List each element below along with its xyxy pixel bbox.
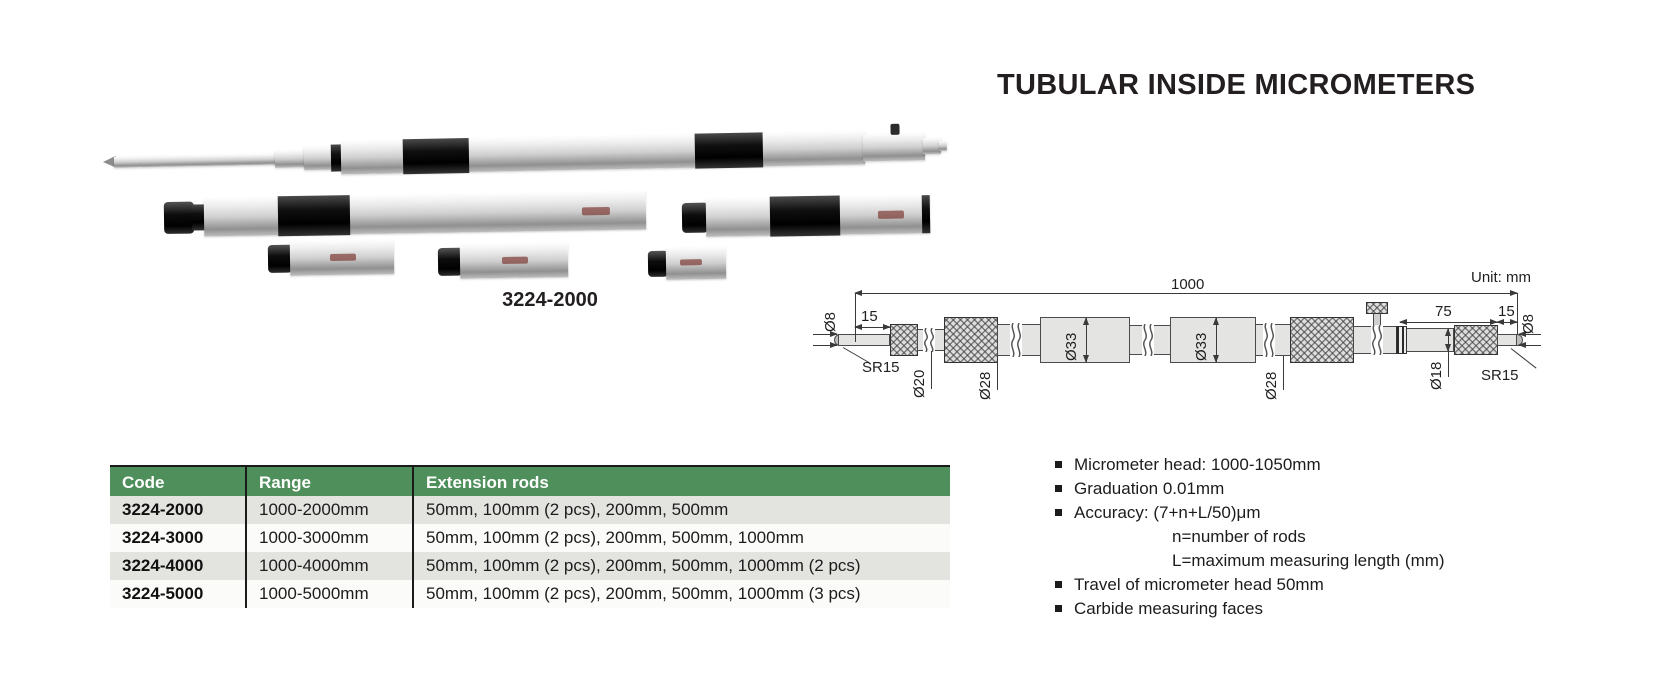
break-symbol xyxy=(1371,325,1383,355)
spec-text: Micrometer head: 1000-1050mm xyxy=(1074,455,1321,474)
extension-rod-large-1 xyxy=(164,189,647,239)
knurled-grip-right xyxy=(1290,317,1354,363)
label-dia8-right: Ø8 xyxy=(1520,313,1537,334)
spec-text: Carbide measuring faces xyxy=(1074,599,1263,618)
label-dia28-left: Ø28 xyxy=(977,371,994,400)
label-dia20: Ø20 xyxy=(911,369,928,398)
label-dia8-left: Ø8 xyxy=(822,311,839,332)
table-cell-extension-rods: 50mm, 100mm (2 pcs), 200mm, 500mm, 1000mm xyxy=(412,524,950,552)
ext-line xyxy=(1283,356,1284,390)
label-dia18: Ø18 xyxy=(1428,361,1445,390)
rod-segment xyxy=(114,154,278,168)
technical-diagram xyxy=(805,250,1553,420)
rod-black-band xyxy=(278,195,351,236)
arrow-line xyxy=(813,334,837,335)
table-header-code: Code xyxy=(110,465,245,496)
spec-text: n=number of rods xyxy=(1172,527,1306,546)
ext-line xyxy=(997,356,998,390)
spec-text: Graduation 0.01mm xyxy=(1074,479,1225,498)
page-title: TUBULAR INSIDE MICROMETERS xyxy=(997,69,1476,102)
dim-1000: 1000 xyxy=(1171,276,1205,293)
rod-black-band xyxy=(403,138,470,174)
micrometer-main-rod xyxy=(102,116,948,192)
rod-black-band xyxy=(695,132,764,168)
rod-black-band xyxy=(770,196,841,237)
rod-end-cap xyxy=(164,202,194,234)
spindle-tip xyxy=(939,141,947,151)
rod-end-cap xyxy=(682,203,708,233)
dim-line-dia33-left xyxy=(1086,318,1087,362)
table-header-range: Range xyxy=(245,465,412,496)
spec-item-continuation xyxy=(1172,525,1445,549)
dim-line-15-left xyxy=(855,327,890,328)
break-symbol xyxy=(1142,324,1154,356)
extension-rod-large-2 xyxy=(682,193,931,239)
table-cell-range: 1000-4000mm xyxy=(245,552,412,580)
label-sr15-left: SR15 xyxy=(862,359,900,376)
rod-dark-edge xyxy=(922,195,931,233)
spec-text: Accuracy: (7+n+L/50)μm xyxy=(1074,503,1261,522)
extension-rod-small-2 xyxy=(438,242,569,280)
ext-line xyxy=(1517,293,1518,334)
label-dia33-left: Ø33 xyxy=(1063,332,1080,361)
square-bullet-icon xyxy=(1055,461,1062,468)
spec-item xyxy=(1055,477,1445,501)
table-cell-extension-rods: 50mm, 100mm (2 pcs), 200mm, 500mm, 1000mm (3 pcs) xyxy=(412,580,950,608)
leader-line xyxy=(1511,348,1537,368)
label-dia33-right: Ø33 xyxy=(1193,332,1210,361)
insize-logo xyxy=(330,254,356,261)
spec-text: L=maximum measuring length (mm) xyxy=(1172,551,1445,570)
break-symbol xyxy=(923,328,935,352)
table-cell-range: 1000-2000mm xyxy=(245,496,412,524)
extension-rod-small-1 xyxy=(268,239,395,277)
ext-line xyxy=(855,293,856,342)
dim-75: 75 xyxy=(1435,303,1452,320)
table-cell-extension-rods: 50mm, 100mm (2 pcs), 200mm, 500mm xyxy=(412,496,950,524)
extension-rod-small-3 xyxy=(648,246,727,281)
table-cell-range: 1000-3000mm xyxy=(245,524,412,552)
table-cell-extension-rods: 50mm, 100mm (2 pcs), 200mm, 500mm, 1000mm (2 pcs) xyxy=(412,552,950,580)
table-header-extension-rods: Extension rods xyxy=(412,465,950,496)
knurled-adjuster-small xyxy=(890,324,918,356)
clamp-knob xyxy=(1366,302,1388,314)
insize-logo xyxy=(680,259,702,265)
spec-item xyxy=(1055,453,1445,477)
arrow-line xyxy=(1519,334,1541,335)
ext-line xyxy=(931,351,932,389)
label-sr15-right: SR15 xyxy=(1481,367,1519,384)
dim-line-dia33-right xyxy=(1216,318,1217,362)
unit-label: Unit: mm xyxy=(1471,269,1531,286)
rod-body xyxy=(204,191,647,236)
clamp-knob xyxy=(890,124,899,135)
break-symbol xyxy=(1010,323,1022,357)
dim-line-15-right xyxy=(1497,322,1517,323)
micrometer-head xyxy=(863,133,926,161)
spec-list xyxy=(1055,453,1445,621)
rod-segment xyxy=(304,147,334,171)
dim-line-75 xyxy=(1400,322,1497,323)
square-bullet-icon xyxy=(1055,509,1062,516)
square-bullet-icon xyxy=(1055,581,1062,588)
arrow-line xyxy=(1519,345,1541,346)
insize-logo xyxy=(502,257,528,264)
table-cell-code: 3224-5000 xyxy=(110,580,245,608)
square-bullet-icon xyxy=(1055,485,1062,492)
break-symbol xyxy=(1263,323,1275,357)
rod-segment xyxy=(275,150,307,168)
graduated-sleeve xyxy=(1396,326,1407,354)
spec-item-continuation xyxy=(1172,549,1445,573)
rod-end-cap xyxy=(438,248,462,276)
arrow-line xyxy=(813,345,837,346)
insize-logo xyxy=(878,211,904,219)
table-cell-code: 3224-2000 xyxy=(110,496,245,524)
spec-table xyxy=(110,465,950,608)
table-cell-code: 3224-4000 xyxy=(110,552,245,580)
spec-text: Travel of micrometer head 50mm xyxy=(1074,575,1324,594)
rod-end-cap xyxy=(268,245,292,273)
dim-15-left: 15 xyxy=(861,308,878,325)
dim-15-right: 15 xyxy=(1498,303,1515,320)
dim-line-dia18 xyxy=(1448,329,1449,351)
left-tip-rod xyxy=(838,334,890,346)
spec-item xyxy=(1055,573,1445,597)
table-cell-range: 1000-5000mm xyxy=(245,580,412,608)
thimble xyxy=(1454,325,1498,355)
square-bullet-icon xyxy=(1055,605,1062,612)
ext-line xyxy=(1448,351,1449,377)
table-cell-code: 3224-3000 xyxy=(110,524,245,552)
insize-logo xyxy=(582,207,610,215)
label-dia28-right: Ø28 xyxy=(1263,371,1280,400)
spec-item xyxy=(1055,501,1445,525)
dim-line-1000 xyxy=(855,293,1517,294)
spec-item xyxy=(1055,597,1445,621)
photo-caption: 3224-2000 xyxy=(502,289,598,311)
